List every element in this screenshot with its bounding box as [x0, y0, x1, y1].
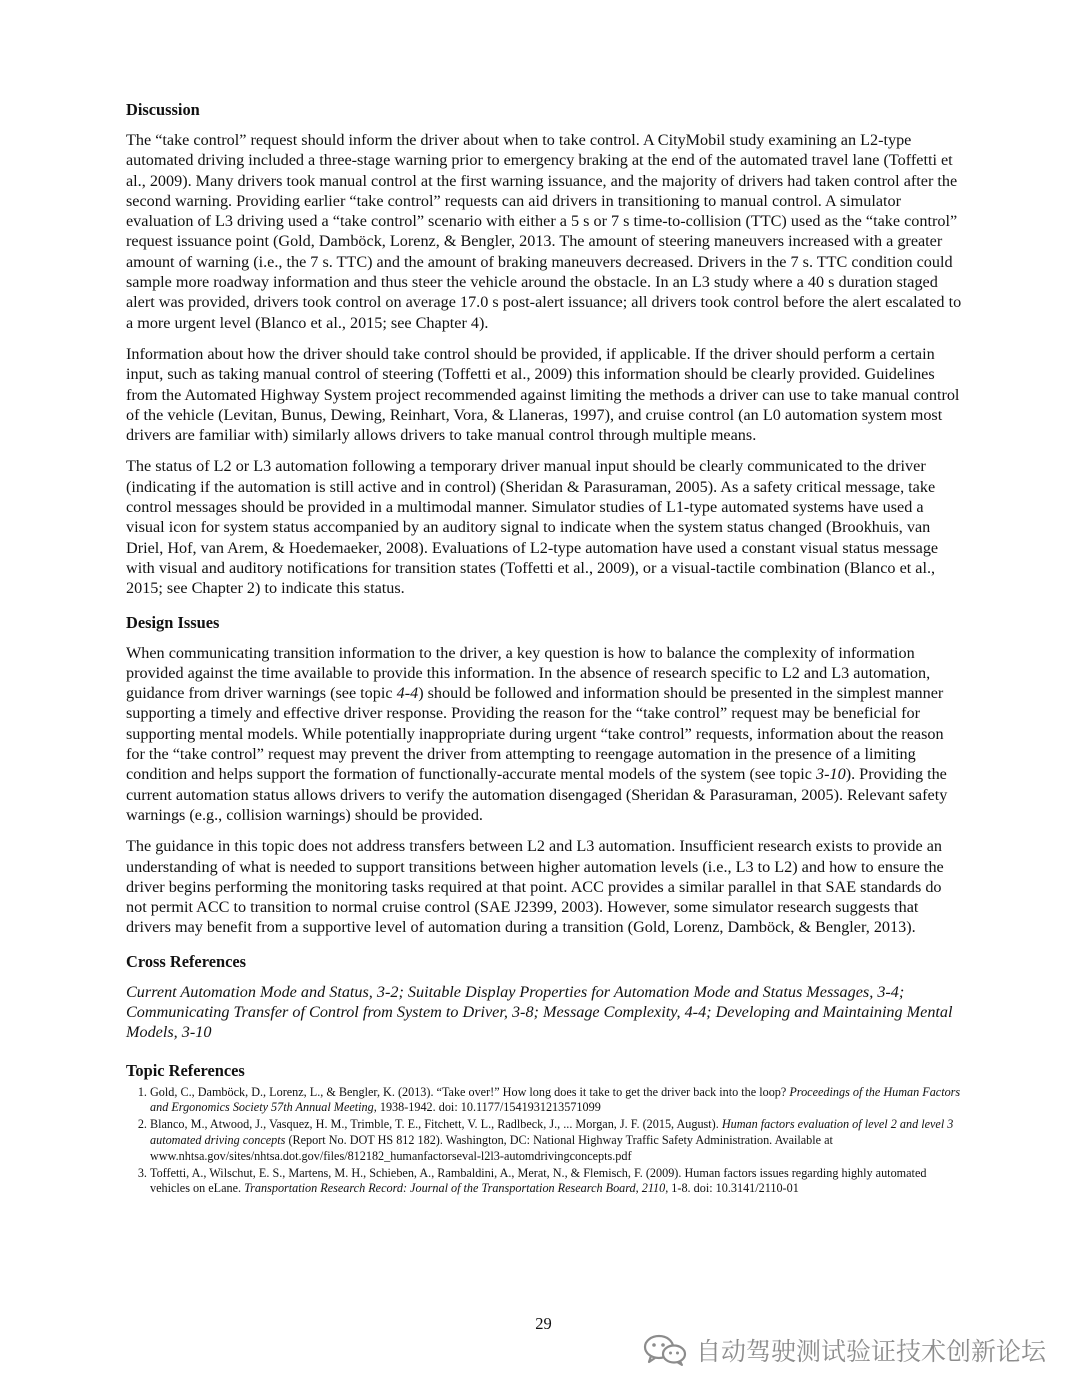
- ref-source: Human factors evaluation of level 2 and level 3 automated driving concepts: [150, 1117, 954, 1147]
- topic-link-3-10: 3-10: [816, 765, 846, 784]
- ref-text: Blanco, M., Atwood, J., Vasquez, H. M., Trimble, T. E., Fitchett, V. L., Radlbeck, J., ... Morgan, J. F. (2015, August).: [150, 1117, 722, 1132]
- text-run: ). Providing the current automation status allows drivers to verify the automation disengaged (Sheridan & Parasuraman, 2005). Relevant safety warnings (e.g., collision warnings) should be provided.: [126, 765, 948, 824]
- reference-item: [150, 1117, 962, 1164]
- text-run: When communicating transition information to the driver, a key question is how to balance the complexity of information provided against the time available to provide this information. In the absence of research specific to L2 and L3 automation, guidance from driver warnings (see topic: [126, 643, 931, 703]
- design-issues-heading: Design Issues: [126, 612, 220, 632]
- document-page: [126, 100, 962, 1198]
- discussion-paragraph-2: Information about how the driver should take control should be provided, if applicable. If the driver should perform a certain input, such as taking manual control of steering (Toffetti et al., 2009) this information should be clearly provided. Guidelines from the Automated Highway System project recommended against limiting the methods a driver can use to take manual control of the vehicle (Levitan, Bunus, Dewing, Reinhart, Vora, & Llaneras, 1997), and cruise control (an L0 automation system most drivers are familiar with) similarly allows drivers to take manual control through multiple means.: [126, 344, 960, 445]
- ref-source: Proceedings of the Human Factors and Ergonomics Society 57th Annual Meeting: [150, 1084, 961, 1115]
- ref-source: Transportation Research Record: Journal of the Transportation Research Board, 2110: [244, 1181, 666, 1196]
- design-issues-section: [126, 613, 962, 938]
- wechat-icon: [642, 1333, 688, 1367]
- topic-references-section: [126, 1061, 962, 1198]
- cross-references-text: Current Automation Mode and Status, 3-2; Suitable Display Properties for Automation Mode and Status Messages, 3-4; Communicating Transfer of Control from System to Driver, 3-8; Message Complexity, 4-4; Developing and Maintaining Mental Models, 3-10: [126, 982, 953, 1042]
- watermark-text: 自动驾驶测试验证技术创新论坛: [695, 1337, 1046, 1366]
- ref-text: Gold, C., Damböck, D., Lorenz, L., & Bengler, K. (2013). “Take over!” How long does it take to get the driver back into the loop?: [150, 1084, 790, 1099]
- ref-text: , 1938-1942. doi: 10.1177/1541931213571099: [373, 1100, 601, 1115]
- ref-text: Toffetti, A., Wilschut, E. S., Martens, M. H., Schieben, A., Rambaldini, A., Merat, N., & Flemisch, F. (2009). Human factors issues regarding highly automated vehicles on eLane.: [150, 1165, 927, 1196]
- discussion-section: [126, 100, 962, 599]
- text-run: ) should be followed and information should be presented in the simplest manner supporting a timely and effective driver response. Providing the reason for the “take control” request may be beneficial for supporting mental models. While potentially inappropriate during urgent “take control” requests, information about the reason for the “take control” request may prevent the driver from attempting to reengage automation in the presence of a limiting condition and helps support the formation of functionally-accurate mental models of the system (see topic: [126, 684, 944, 784]
- cross-references-heading: Cross References: [126, 951, 247, 971]
- discussion-heading: Discussion: [126, 100, 200, 119]
- topic-references-heading: Topic References: [126, 1060, 245, 1080]
- reference-item: [150, 1085, 962, 1117]
- reference-item: [150, 1166, 962, 1198]
- cross-references-section: [126, 952, 962, 1043]
- reference-list: [126, 1085, 962, 1198]
- discussion-paragraph-1: The “take control” request should inform the driver about when to take control. A CityMobil study examining an L2-type automated driving included a three-stage warning prior to emergency braking at the end of the automated travel lane (Toffetti et al., 2009). Many drivers took manual control at the first warning issuance, and the majority of drivers had taken control after the second warning. Providing earlier “take control” requests can aid drivers in transitioning to manual control. A simulator evaluation of L3 driving used a “take control” scenario with either a 5 s or 7 s time-to-collision (TTC) used as the “take control” request issuance point (Gold, Damböck, Lorenz, & Bengler, 2013. The amount of steering maneuvers increased with a greater amount of warning (i.e., the 7 s. TTC) and the amount of braking maneuvers decreased. Drivers in the 7 s. TTC condition could sample more roadway information and thus steer the vehicle around the obstacle. In an L3 study where a 40 s duration staged alert was provided, drivers took control on average 17.0 s post-alert issuance; all drivers took control before the alert escalated to a more urgent level (Blanco et al., 2015; see Chapter 4).: [126, 131, 962, 332]
- ref-text: , 1-8. doi: 10.3141/2110-01: [665, 1181, 799, 1196]
- page-number: 29: [535, 1314, 552, 1333]
- design-issues-paragraph-2: The guidance in this topic does not address transfers between L2 and L3 automation. Insufficient research exists to provide an understanding of what is needed to support transitions between higher automation levels (i.e., L3 to L2) and how to ensure the driver begins performing the monitoring tasks required at that point. ACC provides a similar parallel in that SAE standards do not permit ACC to transition to normal cruise control (SAE J2399, 2003). However, some simulator research suggests that drivers may benefit from a supportive level of automation during a transition (Gold, Lorenz, Damböck, & Bengler, 2013).: [126, 837, 944, 937]
- topic-link-4-4: 4-4: [396, 684, 419, 703]
- design-issues-paragraph-1: [126, 643, 962, 826]
- watermark: [642, 1332, 1046, 1368]
- ref-text: (Report No. DOT HS 812 182). Washington, DC: National Highway Traffic Safety Administration. Available at www.nhtsa.gov/sites/nhtsa.dot.gov/files/812182_humanfactorseval-l2l3-automdrivingconcepts.pdf: [150, 1132, 833, 1163]
- discussion-paragraph-3: The status of L2 or L3 automation following a temporary driver manual input should be clearly communicated to the driver (indicating if the automation is still active and in control) (Sheridan & Parasuraman, 2005). As a safety critical message, take control messages should be provided in a multimodal manner. Simulator studies of L1-type automated systems have used a visual icon for system status accompanied by an auditory signal to indicate when the system status changed (Brookhuis, van Driel, Hof, van Arem, & Hoedemaeker, 2008). Evaluations of L2-type automation have used a constant visual status message with visual and auditory notifications for transition states (Toffetti et al., 2009), or a visual-tactile combination (Blanco et al., 2015; see Chapter 2) to indicate this status.: [126, 457, 939, 598]
